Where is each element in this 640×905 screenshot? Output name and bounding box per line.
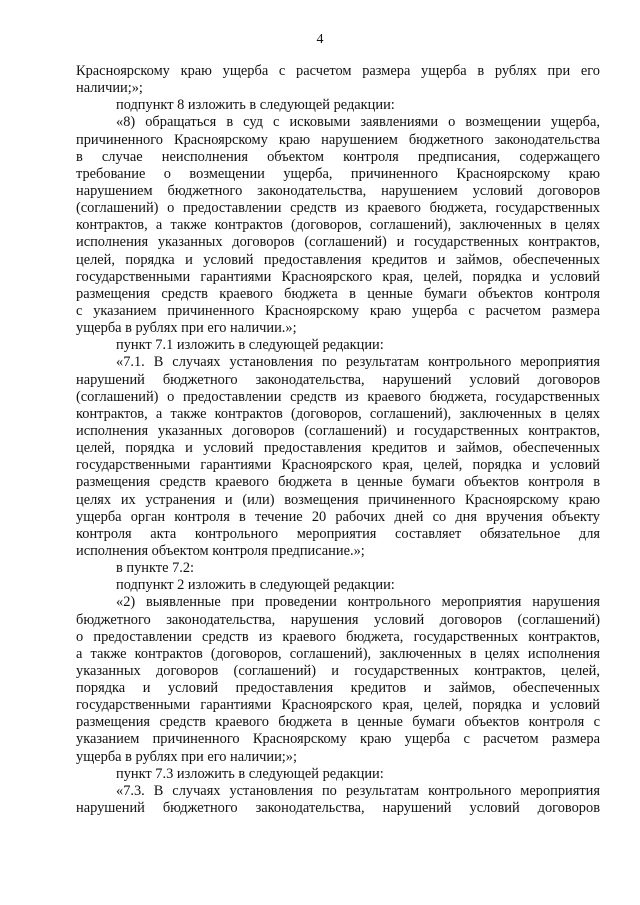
text-line: в пункте 7.2:	[116, 560, 195, 577]
text-line: а также контрактов (договоров, соглашений), заключенных в целях исполнения	[76, 645, 600, 662]
document-body	[76, 63, 600, 817]
text-line: Красноярскому краю ущерба с расчетом размера ущерба в рублях при его	[76, 63, 600, 79]
text-line: контрактов, а также контрактов (договоров, соглашений), заключенных в целях	[76, 405, 600, 422]
text-line: ущерба орган контроля в течение 20 рабочих дней со дня вручения объекту	[76, 508, 600, 525]
text-line: государственными гарантиями Красноярского края, целей, порядка и условий	[76, 268, 600, 285]
text-line: подпункт 2 изложить в следующей редакции:	[116, 577, 395, 594]
text-line: причиненного Красноярскому краю нарушением бюджетного законодательства	[76, 131, 600, 148]
text-line: исполнения указанных договоров (соглашений) и государственных контрактов,	[76, 234, 600, 251]
text-line: ущерба в рублях при его наличии.»;	[76, 320, 297, 337]
text-line: в случае неисполнения объектом контроля предписания, содержащего	[76, 148, 600, 165]
text-line: нарушений бюджетного законодательства, нарушений условий договоров	[76, 800, 600, 817]
text-line: целей, порядка и условий предоставления кредитов и займов, обеспеченных	[76, 440, 600, 457]
text-line: государственными гарантиями Красноярского края, целей, порядка и условий	[76, 457, 600, 474]
text-line: требование о возмещении ущерба, причиненного Красноярскому краю	[76, 165, 600, 182]
text-line: указанием причиненного Красноярскому краю ущерба с расчетом размера	[76, 731, 600, 748]
text-line: (соглашений) о предоставлении средств из краевого бюджета, государственных	[76, 200, 600, 217]
text-line: с указанием причиненного Красноярскому краю ущерба с расчетом размера	[76, 302, 600, 319]
text-line: исполнения объектом контроля предписание.»;	[76, 542, 365, 559]
text-line: контроля акта контрольного мероприятия составляет обязательное для	[76, 525, 600, 542]
text-line: наличии;»;	[76, 80, 143, 97]
text-line: исполнения указанных договоров (соглашений) и государственных контрактов,	[76, 422, 600, 439]
text-line: «7.3. В случаях установления по результатам контрольного мероприятия	[116, 782, 600, 799]
page-number: 4	[316, 32, 324, 47]
text-line: порядка и условий предоставления кредитов и займов, обеспеченных	[76, 680, 600, 697]
text-line: подпункт 8 изложить в следующей редакции:	[116, 97, 395, 114]
text-line: контрактов, а также контрактов (договоров, соглашений), заключенных в целях	[76, 217, 600, 234]
text-line: указанных договоров (соглашений) и государственных контрактов, целей,	[76, 662, 600, 679]
text-line: (соглашений) о предоставлении средств из краевого бюджета, государственных	[76, 388, 600, 405]
text-line: пункт 7.1 изложить в следующей редакции:	[116, 337, 384, 354]
text-line: ущерба в рублях при его наличии;»;	[76, 748, 297, 765]
text-line: размещения средств краевого бюджета в ценные бумаги объектов контроля	[76, 285, 600, 302]
text-line: бюджетного законодательства, нарушения условий договоров (соглашений)	[76, 611, 600, 628]
text-line: о предоставлении средств из краевого бюджета, государственных контрактов,	[76, 628, 600, 645]
text-line: «8) обращаться в суд с исковыми заявлениями о возмещении ущерба,	[116, 114, 600, 131]
text-line: размещения средств краевого бюджета в ценные бумаги объектов контроля с	[76, 714, 600, 731]
text-line: целях их устранения и (или) возмещения причиненного Красноярскому краю	[76, 491, 600, 508]
text-line: целей, порядка и условий предоставления кредитов и займов, обеспеченных	[76, 251, 600, 268]
text-line: размещения средств краевого бюджета в ценные бумаги объектов контроля в	[76, 474, 600, 491]
text-line: пункт 7.3 изложить в следующей редакции:	[116, 765, 384, 782]
text-line: государственными гарантиями Красноярского края, целей, порядка и условий	[76, 697, 600, 714]
text-line: «7.1. В случаях установления по результатам контрольного мероприятия	[116, 354, 600, 371]
text-line: нарушением бюджетного законодательства, нарушением условий договоров	[76, 182, 600, 199]
text-line: нарушений бюджетного законодательства, нарушений условий договоров	[76, 371, 600, 388]
text-line: «2) выявленные при проведении контрольного мероприятия нарушения	[116, 594, 600, 611]
